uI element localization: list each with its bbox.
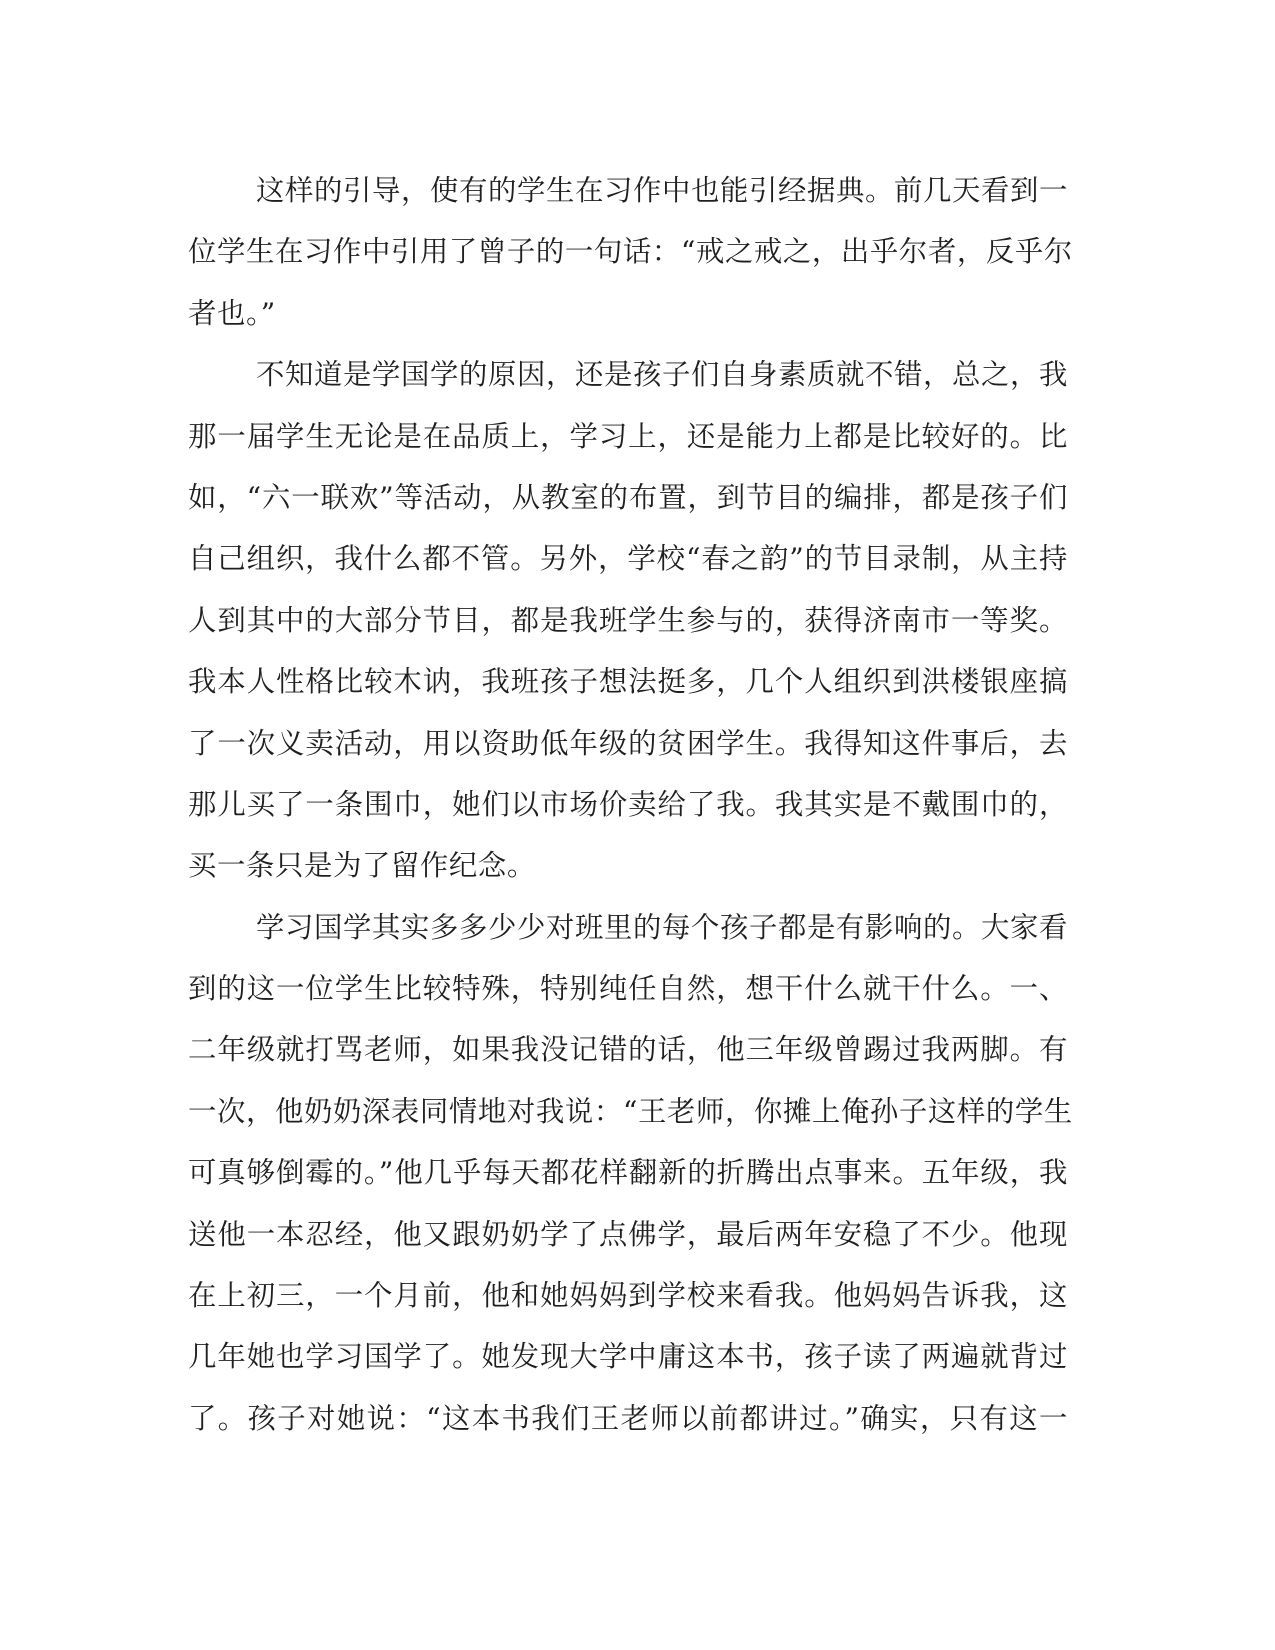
text-line: 这样的引导，使有的学生在习作中也能引经据典。前几天看到一 — [256, 174, 1068, 207]
text-line: 几年她也学习国学了。她发现大学中庸这本书，孩子读了两遍就背过 — [188, 1340, 1068, 1374]
text-line: 可真够倒霉的。”他几乎每天都花样翻新的折腾出点事来。五年级，我 — [188, 1156, 1068, 1190]
text-line: 位学生在习作中引用了曾子的一句话：“戒之戒之，出乎尔者，反乎尔 — [188, 235, 1073, 269]
text-line: 一次，他奶奶深表同情地对我说：“王老师，你摊上俺孙子这样的学生 — [188, 1094, 1073, 1128]
text-line: 者也。” — [188, 296, 276, 330]
text-line: 如，“六一联欢”等活动，从教室的布置，到节目的编排，都是孩子们 — [188, 480, 1068, 514]
text-line: 在上初三，一个月前，他和她妈妈到学校来看我。他妈妈告诉我，这 — [188, 1279, 1068, 1313]
text-line: 我本人性格比较木讷，我班孩子想法挺多，几个人组织到洪楼银座搞 — [188, 665, 1068, 699]
text-line: 了。孩子对她说：“这本书我们王老师以前都讲过。”确实，只有这一 — [188, 1401, 1068, 1435]
text-line: 人到其中的大部分节目，都是我班学生参与的，获得济南市一等奖。 — [188, 603, 1068, 637]
text-line: 了一次义卖活动，用以资助低年级的贫困学生。我得知这件事后，去 — [188, 726, 1068, 760]
text-line: 买一条只是为了留作纪念。 — [188, 849, 536, 883]
text-line: 自己组织，我什么都不管。另外，学校“春之韵”的节目录制，从主持 — [188, 542, 1068, 576]
text-line: 送他一本忍经，他又跟奶奶学了点佛学，最后两年安稳了不少。他现 — [188, 1217, 1068, 1251]
text-line: 二年级就打骂老师，如果我没记错的话，他三年级曾踢过我两脚。有 — [188, 1033, 1068, 1067]
text-line: 那儿买了一条围巾，她们以市场价卖给了我。我其实是不戴围巾的， — [188, 787, 1068, 821]
text-line: 那一届学生无论是在品质上，学习上，还是能力上都是比较好的。比 — [188, 419, 1068, 453]
text-line: 到的这一位学生比较特殊，特别纯任自然，想干什么就干什么。一、 — [188, 972, 1068, 1006]
text-line: 学习国学其实多多少少对班里的每个孩子都是有影响的。大家看 — [256, 910, 1068, 944]
body-text — [188, 160, 1073, 1449]
text-line: 不知道是学国学的原因，还是孩子们自身素质就不错，总之，我 — [256, 358, 1068, 392]
